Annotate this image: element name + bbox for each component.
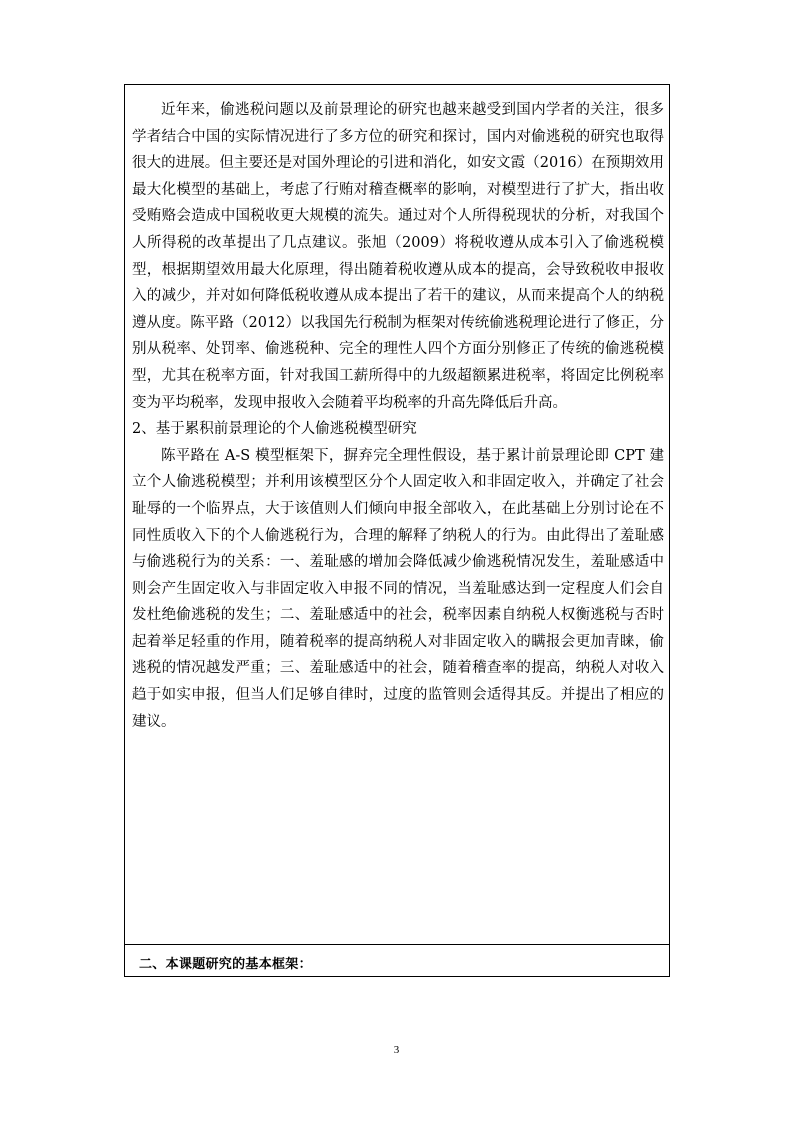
literature-review-cell xyxy=(125,85,669,945)
framework-heading-cell xyxy=(125,945,669,976)
framework-heading: 二、本课题研究的基本框架： xyxy=(139,957,312,972)
paragraph-domestic-research: 近年来，偷逃税问题以及前景理论的研究也越来越受到国内学者的关注，很多学者结合中国的实际情况进行了多方位的研究和探讨，国内对偷逃税的研究也取得很大的进展。但主要还是对国外理论的引进和消化，如安文霞（2016）在预期效用最大化模型的基础上，考虑了行贿对稽查概率的影响，对模型进行了扩大，指出收受贿赂会造成中国税收更大规模的流失。通过对个人所得税现状的分析，对我国个人所得税的改革提出了几点建议。张旭（2009）将税收遵从成本引入了偷逃税模型，根据期望效用最大化原理，得出随着税收遵从成本的提高，会导致税收申报收入的减少，并对如何降低税收遵从成本提出了若干的建议，从而来提高个人的纳税遵从度。陈平路（2012）以我国先行税制为框架对传统偷逃税理论进行了修正，分别从税率、处罚率、偷逃税种、完全的理性人四个方面分别修正了传统的偷逃税模型，尤其在税率方面，针对我国工薪所得中的九级超额累进税率，将固定比例税率变为平均税率，发现申报收入会随着平均税率的升高先降低后升高。 xyxy=(132,102,664,411)
page-number: 3 xyxy=(393,1044,400,1056)
section-heading-cpt-model: 2、基于累积前景理论的个人偷逃税模型研究 xyxy=(132,421,417,438)
report-table xyxy=(124,84,670,977)
paragraph-cpt-model: 陈平路在 A-S 模型框架下，摒弃完全理性假设，基于累计前景理论即 CPT 建立个人偷逃税模型；并利用该模型区分个人固定收入和非固定收入，并确定了社会耻辱的一个临界点，大于该值则人们倾向申报全部收入，在此基础上分别讨论在不同性质收入下的个人偷逃税行为，合理的解释了纳税人的行为。由此得出了羞耻感与偷逃税行为的关系：一、羞耻感的增加会降低减少偷逃税情况发生，羞耻感适中则会产生固定收入与非固定收入申报不同的情况，当羞耻感达到一定程度人们会自发杜绝偷逃税的发生；二、羞耻感适中的社会，税率因素自纳税人权衡逃税与否时起着举足轻重的作用，随着税率的提高纳税人对非固定收入的瞒报会更加青睐，偷逃税的情况越发严重；三、羞耻感适中的社会，随着稽查率的提高，纳税人对收入趋于如实申报，但当人们足够自律时，过度的监管则会适得其反。并提出了相应的建议。 xyxy=(132,447,664,730)
